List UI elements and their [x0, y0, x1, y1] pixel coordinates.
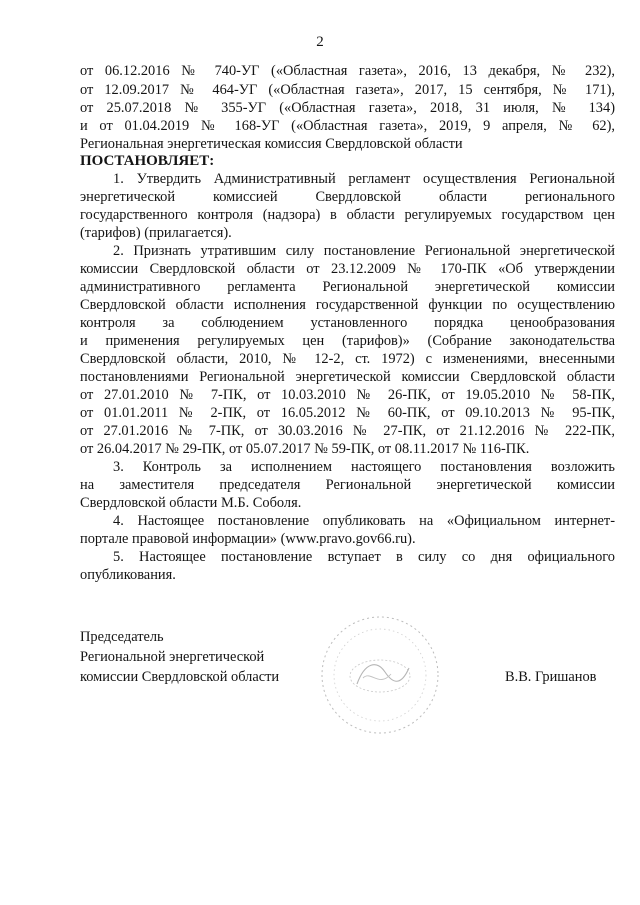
paragraph-line: 5. Настоящее постановление вступает в силу со дня официального — [113, 549, 615, 565]
paragraph-line: постановлениями Региональной энергетической комиссии Свердловской области — [80, 369, 615, 385]
paragraph-line: от 27.01.2016 № 7-ПК, от 30.03.2016 № 27-ПК, от 21.12.2016 № 222-ПК, — [80, 423, 615, 439]
paragraph-line: 3. Контроль за исполнением настоящего постановления возложить — [113, 459, 615, 475]
paragraph-line: на заместителя председателя Региональной энергетической комиссии — [80, 477, 615, 493]
decree-heading: ПОСТАНОВЛЯЕТ: — [80, 153, 215, 169]
paragraph-line: комиссии Свердловской области от 23.12.2009 № 170-ПК «Об утверждении — [80, 261, 615, 277]
preamble-line: от 06.12.2016 № 740-УГ («Областная газета», 2016, 13 декабря, № 232), — [80, 63, 615, 79]
paragraph-line: опубликования. — [80, 567, 176, 583]
paragraph-line: портале правовой информации» (www.pravo.gov66.ru). — [80, 531, 416, 547]
signatory-title-line: Председатель — [80, 629, 164, 645]
preamble-line: от 25.07.2018 № 355-УГ («Областная газета», 2018, 31 июля, № 134) — [80, 100, 615, 116]
signatory-title-line: Региональной энергетической — [80, 649, 265, 665]
paragraph-line: государственного контроля (надзора) в области регулируемых государством цен — [80, 207, 615, 223]
paragraph-line: Свердловской области М.Б. Соболя. — [80, 495, 302, 511]
paragraph-line: 2. Признать утратившим силу постановление Региональной энергетической — [113, 243, 615, 259]
paragraph-line: и применения регулируемых цен (тарифов)» (Собрание законодательства — [80, 333, 615, 349]
paragraph-line: (тарифов) (прилагается). — [80, 225, 232, 241]
paragraph-line: 4. Настоящее постановление опубликовать на «Официальном интернет- — [113, 513, 615, 529]
preamble-line: Региональная энергетическая комиссия Свердловской области — [80, 136, 463, 152]
paragraph-line: Свердловской области, 2010, № 12-2, ст. 1972) с изменениями, внесенными — [80, 351, 615, 367]
paragraph-line: от 01.01.2011 № 2-ПК, от 16.05.2012 № 60-ПК, от 09.10.2013 № 95-ПК, — [80, 405, 615, 421]
signatory-title-line: комиссии Свердловской области — [80, 669, 280, 685]
preamble-line: и от 01.04.2019 № 168-УГ («Областная газета», 2019, 9 апреля, № 62), — [80, 118, 615, 134]
paragraph-line: энергетической комиссией Свердловской области регионального — [80, 189, 615, 205]
paragraph-line: 1. Утвердить Административный регламент осуществления Региональной — [113, 171, 615, 187]
paragraph-line: от 26.04.2017 № 29-ПК, от 05.07.2017 № 59-ПК, от 08.11.2017 № 116-ПК. — [80, 441, 530, 457]
official-stamp — [305, 610, 455, 740]
preamble-line: от 12.09.2017 № 464-УГ («Областная газета», 2017, 15 сентября, № 171), — [80, 82, 615, 98]
paragraph-line: контроля за соблюдением установленного порядка ценообразования — [80, 315, 615, 331]
paragraph-line: от 27.01.2010 № 7-ПК, от 10.03.2010 № 26-ПК, от 19.05.2010 № 58-ПК, — [80, 387, 615, 403]
signatory-name: В.В. Гришанов — [505, 669, 597, 685]
page-number: 2 — [316, 34, 324, 50]
paragraph-line: административного регламента Региональной энергетической комиссии — [80, 279, 615, 295]
signatory-title — [80, 627, 340, 687]
paragraph-line: Свердловской области исполнения государственной функции по осуществлению — [80, 297, 615, 313]
